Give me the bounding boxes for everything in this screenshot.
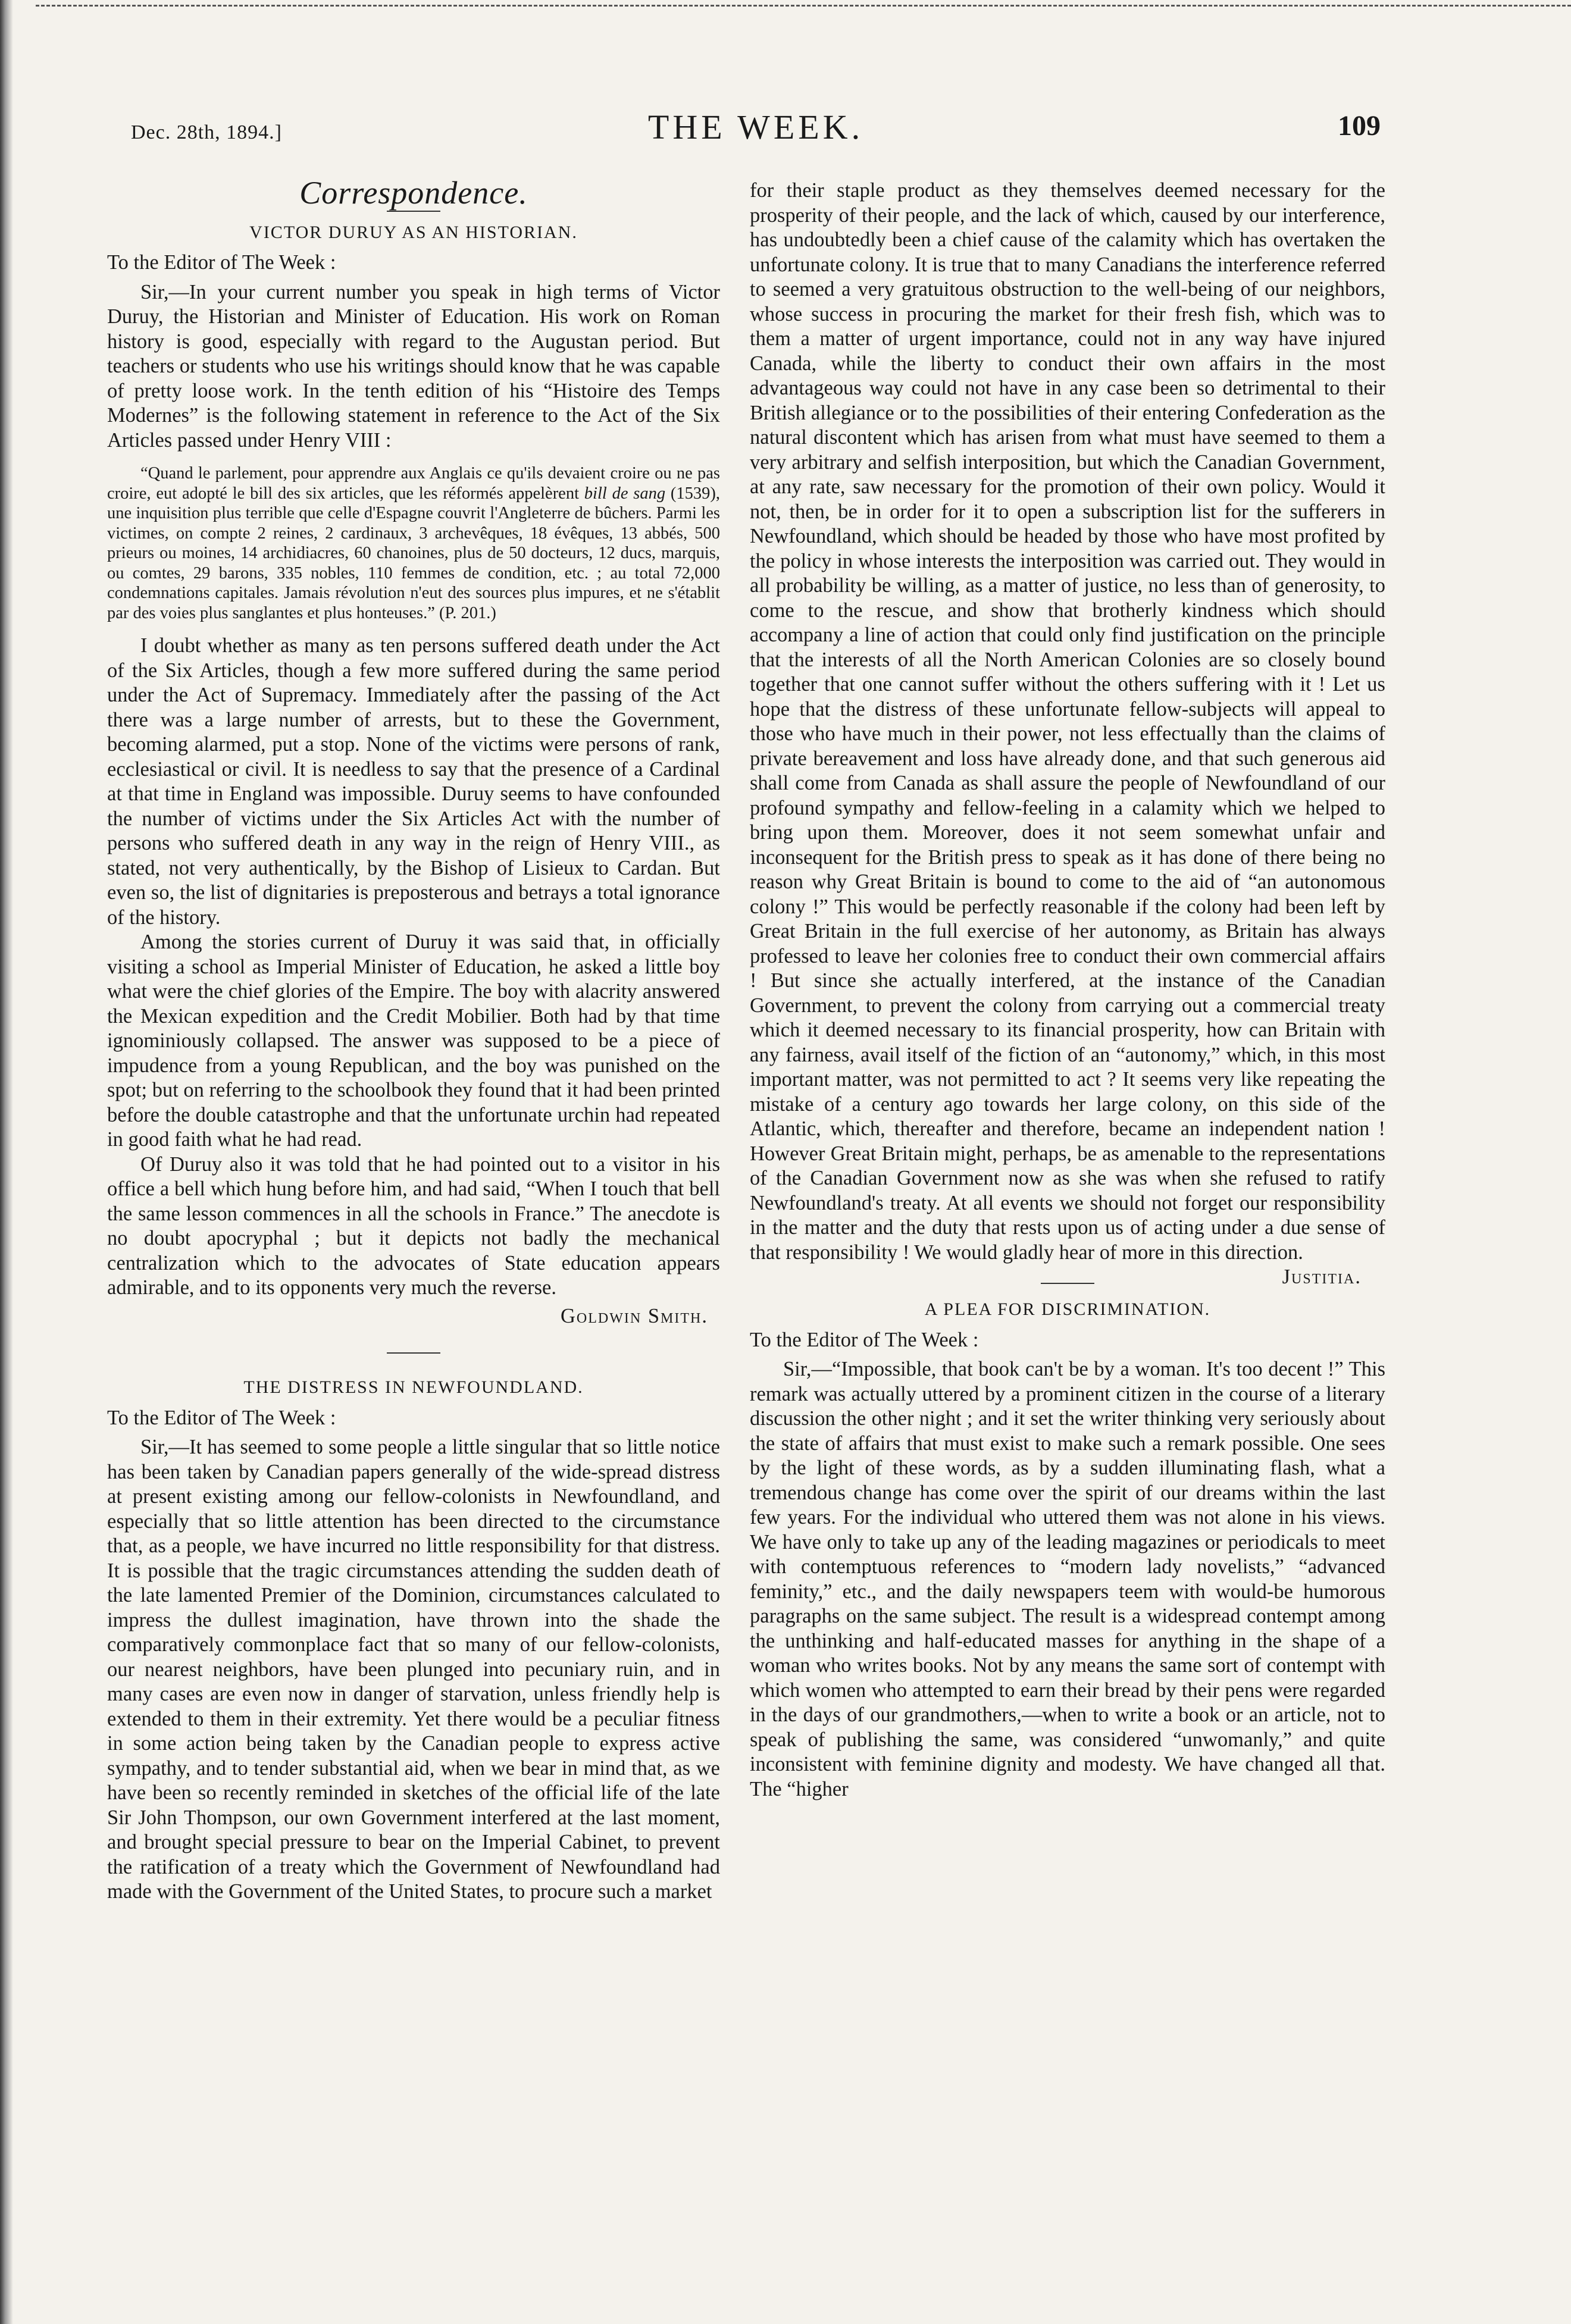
letter-newfoundland-continued xyxy=(750,178,1385,1288)
issue-date: Dec. 28th, 1894.] xyxy=(131,121,283,143)
signature: Justitia. xyxy=(1282,1266,1362,1288)
paragraph: Sir,—It has seemed to some people a little singular that so little notice has been taken by Canadian papers generally of the wide-spread distress at present existing among our fellow-colonists in Newfoundland, and especially that so little attention has been directed to the circumstance that, as a people, we have incurred no little responsibility for that distress. It is possible that the tragic circumstances attending the sudden death of the late lamented Premier of the Dominion, circumstances calculated to impress the dullest imagination, have thrown into the shade the comparatively commonplace fact that so many of our fellow-colonists, our nearest neighbors, have been plunged into pecuniary ruin, and in many cases are even now in danger of starvation, unless friendly help is extended to them in their extremity. Yet there would be a peculiar fitness in some action being taken by the Canadian people to express active sympathy, and to tender substantial aid, when we bear in mind that, as we have been so recently reminded in sketches of the official life of the late Sir John Thompson, our own Government interfered at the last moment, and brought special pressure to bear on the Imperial Cabinet, to prevent the ratification of a treaty which the Government of Newfoundland had made with the Government of the United States, to procure such a market xyxy=(107,1436,720,1903)
salutation: To the Editor of The Week : xyxy=(107,251,336,274)
section-heading: Correspondence. xyxy=(299,175,528,211)
salutation: To the Editor of The Week : xyxy=(107,1406,336,1429)
paragraph: Sir,—“Impossible, that book can't be by a woman. It's too decent !” This remark was actually uttered by a prominent citizen in the course of a literary discussion the other night ; and it set the writer thinking very seriously about the state of affairs that must exist to make such a remark possible. One sees by the light of these words, as by a sudden illuminating flash, what a tremendous change has come over the spirit of our dreams within the last few years. For the individual who uttered them was not alone in his views. We have only to take up any of the leading magazines or periodicals to meet with contemptuous references to “modern lady novelists,” “advanced feminity,” etc., and the daily newspapers teem with would-be humorous paragraphs on the same subject. The result is a widespread contempt among the unthinking and half-educated masses for anything in the shape of a woman who writes books. Not by any means the same sort of contempt with which women who attempted to earn their bread by their pens were regarded in the days of our grandmothers,—when to write a book or an article, not to speak of publishing the same, was considered “unwomanly,” and quite inconsistent with feminine dignity and modesty. We have changed all that. The “higher xyxy=(750,1358,1385,1800)
paragraph: Of Duruy also it was told that he had pointed out to a visitor in his office a bell which hung before him, and had said, “When I touch that bell the same lesson commences in all the schools in France.” The anecdote is no doubt apocryphal ; but it depicts not badly the mechanical centralization which to the advocates of State education appears admirable, and to its opponents very much the reverse. xyxy=(107,1152,720,1299)
divider xyxy=(1041,1283,1094,1284)
top-perforation-rule xyxy=(36,0,1571,7)
paragraph: I doubt whether as many as ten persons suffered death under the Act of the Six Articles, though a few more suffered during the same period under the Act of Supremacy. Immediately after the passing of the Act there was a large number of arrests, but to these the Government, becoming alarmed, put a stop. None of the victims were persons of rank, ecclesiastical or civil. It is needless to say that the presence of a Cardinal at that time in England was impossible. Duruy seems to have confounded the number of victims under the Six Articles Act with the number of persons who suffered death in any way in the reign of Henry VIII., as stated, not very authentically, by the Bishop of Lisieux to Cardan. But even so, the list of dignitaries is preposterous and betrays a total ignorance of the history. xyxy=(107,634,720,929)
page-number: 109 xyxy=(1338,110,1381,142)
letter-duruy xyxy=(107,220,720,1329)
paragraph: Sir,—In your current number you speak in high terms of Victor Duruy, the Historian and Minister of Education. His work on Roman history is good, especially with regard to the Augustan period. But teachers or students who use his writings should know that he was capable of pretty loose work. In the tenth edition of his “Histoire des Temps Modernes” is the following statement in reference to the Act of the Six Articles passed under Henry VIII : xyxy=(107,280,720,452)
scan-binding-shadow xyxy=(0,0,13,2324)
divider xyxy=(387,1352,440,1354)
paragraph: for their staple product as they themselves deemed necessary for the prosperity of their people, and the lack of which, caused by our interference, has undoubtedly been a chief cause of the calamity which has overtaken the unfortunate colony. It is true that to many Canadians the interference referred to seemed a very gratuitous obstruction to the well-being of our neighbors, whose success in procuring the market for their fresh fish, which was to them a matter of urgent importance, could not in any way have injured Canada, while the liberty to conduct their own affairs in the most advantageous way could not have in any case been so detrimental to their British allegiance or to the possibilities of their entering Confederation as the natural discontent which has arisen from what must have seemed to them a very arbitrary and selfish interposition, but which the Canadian Government, at any rate, saw necessary for the promotion of their own policy. Would it not, then, be in order for it to open a subscription list for the sufferers in Newfoundland, which should be headed by those who have most profited by the policy in whose interests the interposition was carried out. They would in all probability be willing, as a matter of justice, no less than of generosity, to come to the rescue, and show that brotherly kindness which should accompany a line of action that could only find justification on the principle that the interests of all the North American Colonies are so closely bound together that one cannot suffer without the others suffering with it ! Let us hope that the distress of these unfortunate fellow-subjects will appeal to those who have much in their power, not less effectually than the claims of private bereavement and loss have already done, and that such generous aid shall come from Canada as shall assure the people of Newfoundland of our profound sympathy and fellow-feeling in a calamity which we helped to bring upon them. Moreover, does it not seem somewhat unfair and inconsequent for the British press to speak as it has done of there being no reason why Great Britain is bound to come to the aid of “an autonomous colony !” This would be perfectly reasonable if the colony had been left by Great Britain in the full exercise of her autonomy, as Britain has always professed to leave her colonies free to conduct their own commercial affairs ! But since she actually interfered, at the instance of the Canadian Government, to prevent the colony from carrying out a commercial treaty which it deemed necessary to its financial prosperity, how can Britain with any fairness, avail itself of the fiction of an “autonomy,” which, in this most important matter, was not permitted to act ? It seems very like repeating the mistake of a century ago towards her large colony, on this side of the Atlantic, which, thereafter and therefore, became an independent nation ! However Great Britain might, perhaps, be as amenable to the representations of the Canadian Government now as she was when she refused to ratify Newfoundland's treaty. At all events we should not forget our responsibility in the matter and the duty that rests upon us of acting under a due sense of that responsibility ! We would gladly hear of more in this direction. Justitia. xyxy=(750,178,1385,1265)
article-title: THE DISTRESS IN NEWFOUNDLAND. xyxy=(243,1377,584,1397)
article-title: VICTOR DURUY AS AN HISTORIAN. xyxy=(249,222,578,242)
letter-discrimination xyxy=(750,1297,1385,1802)
signature: Goldwin Smith. xyxy=(561,1304,708,1327)
article-title: A PLEA FOR DISCRIMINATION. xyxy=(924,1299,1211,1319)
column-right xyxy=(750,178,1385,1802)
column-left xyxy=(107,175,721,1905)
publication-title: THE WEEK. xyxy=(647,108,864,146)
salutation: To the Editor of The Week : xyxy=(750,1328,979,1351)
letter-newfoundland xyxy=(107,1375,720,1905)
french-quotation: “Quand le parlement, pour apprendre aux Anglais ce qu'ils devaient croire ou ne pas croire, eut adopté le bill des six articles, que les réformés appelèrent bill de sang (1539), une inquisition plus terrible que celle d'Espagne couvrit l'Angleterre de bûchers. Parmi les victimes, on compte 2 reines, 2 cardinaux, 3 archevêques, 18 évêques, 13 abbés, 500 prieurs ou moines, 14 archidiacres, 60 chanoines, plus de 50 docteurs, 12 ducs, marquis, ou comtes, 29 barons, 335 nobles, 110 femmes de condition, etc. ; au total 72,000 condemnations capitales. Jamais révolution n'eut des sources plus impures, et ne s'établit par des voies plus sanglantes et plus honteuses.” (P. 201.) xyxy=(107,464,721,622)
paragraph: Among the stories current of Duruy it was said that, in officially visiting a school as Imperial Minister of Education, he asked a little boy what were the chief glories of the Empire. The boy with alacrity answered the Mexican expedition and the Credit Mobilier. Both had by that time ignominiously collapsed. The answer was supposed to be a piece of impudence from a young Republican, and the boy was punished on the spot; but on referring to the schoolbook they found that it had been printed before the double catastrophe and that the unfortunate urchin had repeated in good faith what he had read. xyxy=(107,931,720,1151)
running-head xyxy=(131,107,1381,155)
